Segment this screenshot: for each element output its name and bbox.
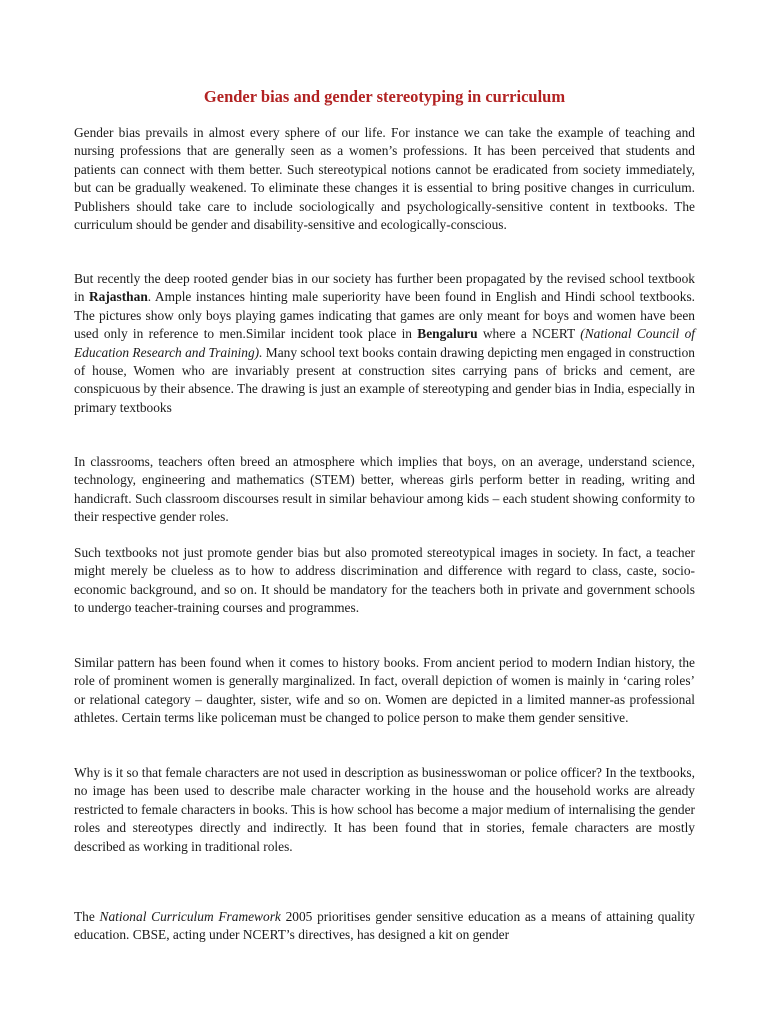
p2-text-c: . Ample instances hinting male superiority have been found in English and Hindi school textbooks. The pictures show only boys playing games indicating that games are only meant for boys and women have been used only in reference to men.Similar incident took place in bbox=[74, 289, 695, 342]
paragraph-gender-bias-intro: Gender bias prevails in almost every sphere of our life. For instance we can take the example of teaching and nursing professions that are generally seen as a women’s professions. It has been perceived that students and patients can connect with them better. Such stereotypical notions cannot be eradicated from society immediately, but can be gradually weakened. To eliminate these changes it is essential to bring positive changes in curriculum. Publishers should take care to include sociologically and psychologically-sensitive content in textbooks. The curriculum should be gender and disability-sensitive and ecologically-conscious. bbox=[74, 125, 695, 233]
p7-text-c: 2005 prioritises gender sensitive education as a means of attaining quality education. CBSE, acting under NCERT’s directives, has designed a kit on gender bbox=[74, 909, 695, 943]
p7-text-a: The bbox=[74, 909, 100, 924]
p2-text-g: Many school text books contain drawing depicting men engaged in construction of house, Women who are invariably present at construction sites carrying pans of bricks and cement, are conspicuous by their absence. The drawing is just an example of stereotyping and gender bias in India, especially in primary textbooks bbox=[74, 344, 695, 415]
paragraph-history-books: Similar pattern has been found when it comes to history books. From ancient period to modern Indian history, the role of prominent women is generally marginalized. In fact, overall depiction of women is mainly in ‘caring roles’ or relational category – daughter, sister, wife and so on. Women are depicted in a limited manner-as professional athletes. Certain terms like policeman must be changed to police person to make them gender sensitive. bbox=[74, 655, 695, 726]
ncert-full-name-italic: (National Council of Education Research and Training). bbox=[74, 326, 695, 360]
ncf-italic: National Curriculum Framework bbox=[99, 909, 281, 924]
p2-text-e: where a NCERT bbox=[477, 326, 581, 342]
paragraph-female-characters: Why is it so that female characters are not used in description as businesswoman or police officer? In the textbooks, no image has been used to describe male character working in the house and the household works are already restricted to female characters in books. This is how school has become a major medium of internalising the gender roles and stereotypes directly and indirectly. It has been found that in stories, female characters are mostly described as working in traditional roles. bbox=[74, 765, 695, 854]
p2-text-a: But recently the deep rooted gender bias in our society has further been propagated by the revised school textbook in bbox=[74, 271, 695, 305]
paragraph-classrooms: In classrooms, teachers often breed an atmosphere which implies that boys, on an average, understand science, technology, engineering and mathematics (STEM) better, whereas girls perform better in reading, writing and handicraft. Such classroom discourses result in similar behaviour among kids – each student showing conformity to their respective gender roles. bbox=[74, 454, 695, 525]
paragraph-rajasthan-bengaluru bbox=[74, 270, 695, 417]
bengaluru-bold: Bengaluru bbox=[417, 326, 478, 342]
paragraph-ncf-2005 bbox=[74, 908, 695, 945]
rajasthan-bold: Rajasthan bbox=[88, 289, 148, 305]
paragraph-textbooks-teachers: Such textbooks not just promote gender bias but also promoted stereotypical images in society. In fact, a teacher might merely be clueless as to how to address discrimination and difference with regard to class, caste, socio-economic background, and so on. It should be mandatory for the teachers both in private and government schools to undergo teacher-training courses and programmes. bbox=[74, 545, 695, 616]
document-title: Gender bias and gender stereotyping in curriculum bbox=[203, 87, 566, 106]
